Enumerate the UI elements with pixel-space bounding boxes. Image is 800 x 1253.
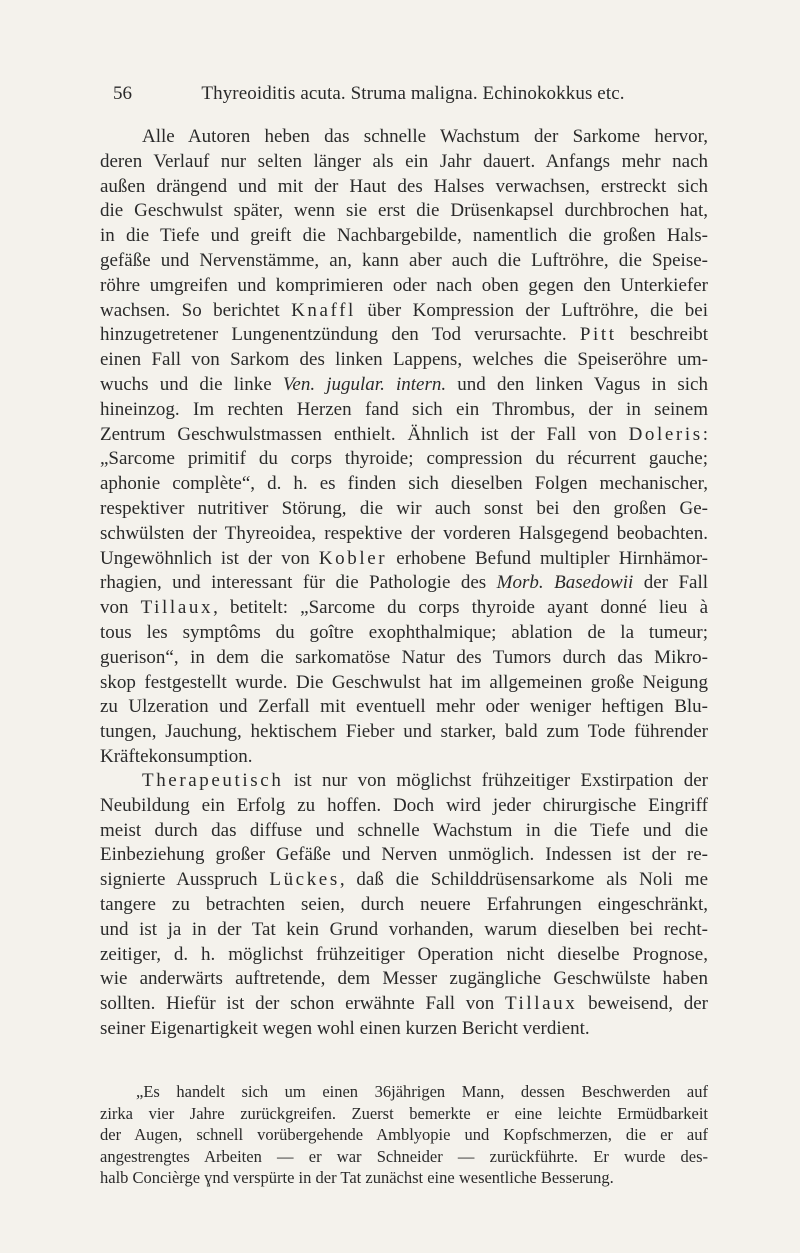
- text-line: seiner Eigenartigkeit wegen wohl einen kurzen Bericht verdient.: [100, 1017, 590, 1039]
- text-line: wachsen. So berichtet Knaffl über Kompression der Luftröhre, die bei: [100, 299, 708, 321]
- quote-line: der Augen, schnell vorübergehende Amblyopie und Kopfschmerzen, die er auf: [100, 1125, 708, 1145]
- text-line: Neubildung ein Erfolg zu hoffen. Doch wird jeder chirurgische Eingriff: [100, 794, 708, 816]
- quote-line: halb Concièrge ɣnd verspürte in der Tat zunächst eine wesentliche Besserung.: [100, 1168, 614, 1188]
- text-line: die Geschwulst später, wenn sie erst die Drüsenkapsel durchbrochen hat,: [100, 200, 708, 222]
- text-line: Zentrum Geschwulstmassen enthielt. Ähnlich ist der Fall von Doleris:: [100, 423, 708, 445]
- text-line: wie anderwärts auftretende, dem Messer zugängliche Geschwülste haben: [100, 968, 708, 990]
- paragraph-therapy: [100, 769, 708, 1042]
- text-line: hinzugetretener Lungenentzündung den Tod verursachte. Pitt beschreibt: [100, 324, 708, 346]
- latin-term: Ven. jugular. intern.: [282, 373, 447, 395]
- author-name: Knaffl: [291, 299, 356, 321]
- text-line: tangere zu betrachten seien, durch neuere Erfahrungen eingeschränkt,: [100, 893, 708, 915]
- author-name: Tillaux: [140, 597, 214, 619]
- text-line: meist durch das diffuse und schnelle Wachstum in die Tiefe und die: [100, 819, 708, 841]
- author-name: Tillaux: [504, 993, 578, 1015]
- text-line: guerison“, in dem die sarkomatöse Natur des Tumors durch das Mikro-: [100, 646, 708, 668]
- text-line: tous les symptôms du goître exophthalmique; ablation de la tumeur;: [100, 621, 708, 643]
- text-line: tungen, Jauchung, hektischem Fieber und starker, bald zum Tode führender: [100, 721, 708, 743]
- text-line: Einbeziehung großer Gefäße und Nerven unmöglich. Indessen ist der re-: [100, 844, 708, 866]
- text-line: in die Tiefe und greift die Nachbargebilde, namentlich die großen Hals-: [100, 225, 708, 247]
- quote-line: angestrengtes Arbeiten — er war Schneider — zurückführte. Er wurde des-: [100, 1146, 708, 1166]
- text-line: rhagien, und interessant für die Pathologie des Morb. Basedowii der Fall: [100, 572, 709, 594]
- text-line: zu Ulzeration und Zerfall mit eventuell mehr oder weniger heftigen Blu-: [100, 696, 708, 718]
- author-name: Kobler: [318, 547, 388, 569]
- text-line: außen drängend und mit der Haut des Halses verwachsen, erstreckt sich: [100, 175, 708, 197]
- latin-term: Morb. Basedowii: [496, 572, 634, 594]
- text-line: Ungewöhnlich ist der von Kobler erhobene Befund multipler Hirnhämor-: [100, 547, 709, 569]
- paragraph-sarcoma-growth: [100, 125, 708, 770]
- text-line: und ist ja in der Tat kein Grund vorhanden, warum dieselben bei recht-: [100, 918, 708, 940]
- text-line: zeitiger, d. h. möglichst frühzeitiger Operation nicht dieselbe Prognose,: [100, 943, 708, 965]
- quote-line: zirka vier Jahre zurückgreifen. Zuerst bemerkte er eine leichte Ermüdbarkeit: [100, 1103, 708, 1123]
- case-report-quote: [100, 1081, 708, 1189]
- text-line: respektiver nutritiver Störung, die wir auch sonst bei den großen Ge-: [100, 497, 708, 519]
- text-line: „Sarcome primitif du corps thyroide; compression du récurrent gauche;: [100, 448, 708, 470]
- author-name: Doleris: [628, 423, 703, 445]
- text-line: röhre umgreifen und komprimieren oder nach oben gegen den Unterkiefer: [100, 274, 708, 296]
- text-line: signierte Ausspruch Lückes, daß die Schilddrüsensarkome als Noli me: [100, 869, 708, 891]
- section-keyword: Therapeutisch: [142, 770, 284, 791]
- author-name: Pitt: [579, 324, 617, 346]
- quote-line: „Es handelt sich um einen 36jährigen Mann, dessen Beschwerden auf: [136, 1082, 708, 1101]
- text-line: von Tillaux, betitelt: „Sarcome du corps thyroide ayant donné lieu à: [100, 597, 708, 619]
- text-line: schwülsten der Thyreoidea, respektive der vorderen Halsgegend beobachten.: [100, 522, 708, 544]
- text-line: gefäße und Nervenstämme, an, kann aber auch die Luftröhre, die Speise-: [100, 249, 708, 271]
- text-line: einen Fall von Sarkom des linken Lappens, welches die Speiseröhre um-: [100, 349, 708, 371]
- text-line: Therapeutisch ist nur von möglichst frühzeitiger Exstirpation der: [142, 770, 708, 791]
- text-line: deren Verlauf nur selten länger als ein Jahr dauert. Anfangs mehr nach: [100, 150, 708, 172]
- text-line: sollten. Hiefür ist der schon erwähnte Fall von Tillaux beweisend, der: [100, 993, 708, 1015]
- text-line: skop festgestellt wurde. Die Geschwulst hat im allgemeinen große Neigung: [100, 671, 708, 693]
- text-line: hineinzog. Im rechten Herzen fand sich ein Thrombus, der in seinem: [100, 398, 708, 420]
- running-title: Thyreoiditis acuta. Struma maligna. Echinokokkus etc.: [201, 83, 625, 104]
- text-line: aphonie complète“, d. h. es finden sich dieselben Folgen mechanischer,: [100, 473, 708, 495]
- page-header: [113, 83, 713, 109]
- page-number: 56: [113, 83, 132, 104]
- text-line: Alle Autoren heben das schnelle Wachstum der Sarkome hervor,: [142, 126, 708, 147]
- text-line: Kräftekonsumption.: [100, 745, 253, 767]
- text-line: wuchs und die linke Ven. jugular. intern. und den linken Vagus in sich: [100, 373, 708, 395]
- author-name: Lückes: [269, 869, 340, 891]
